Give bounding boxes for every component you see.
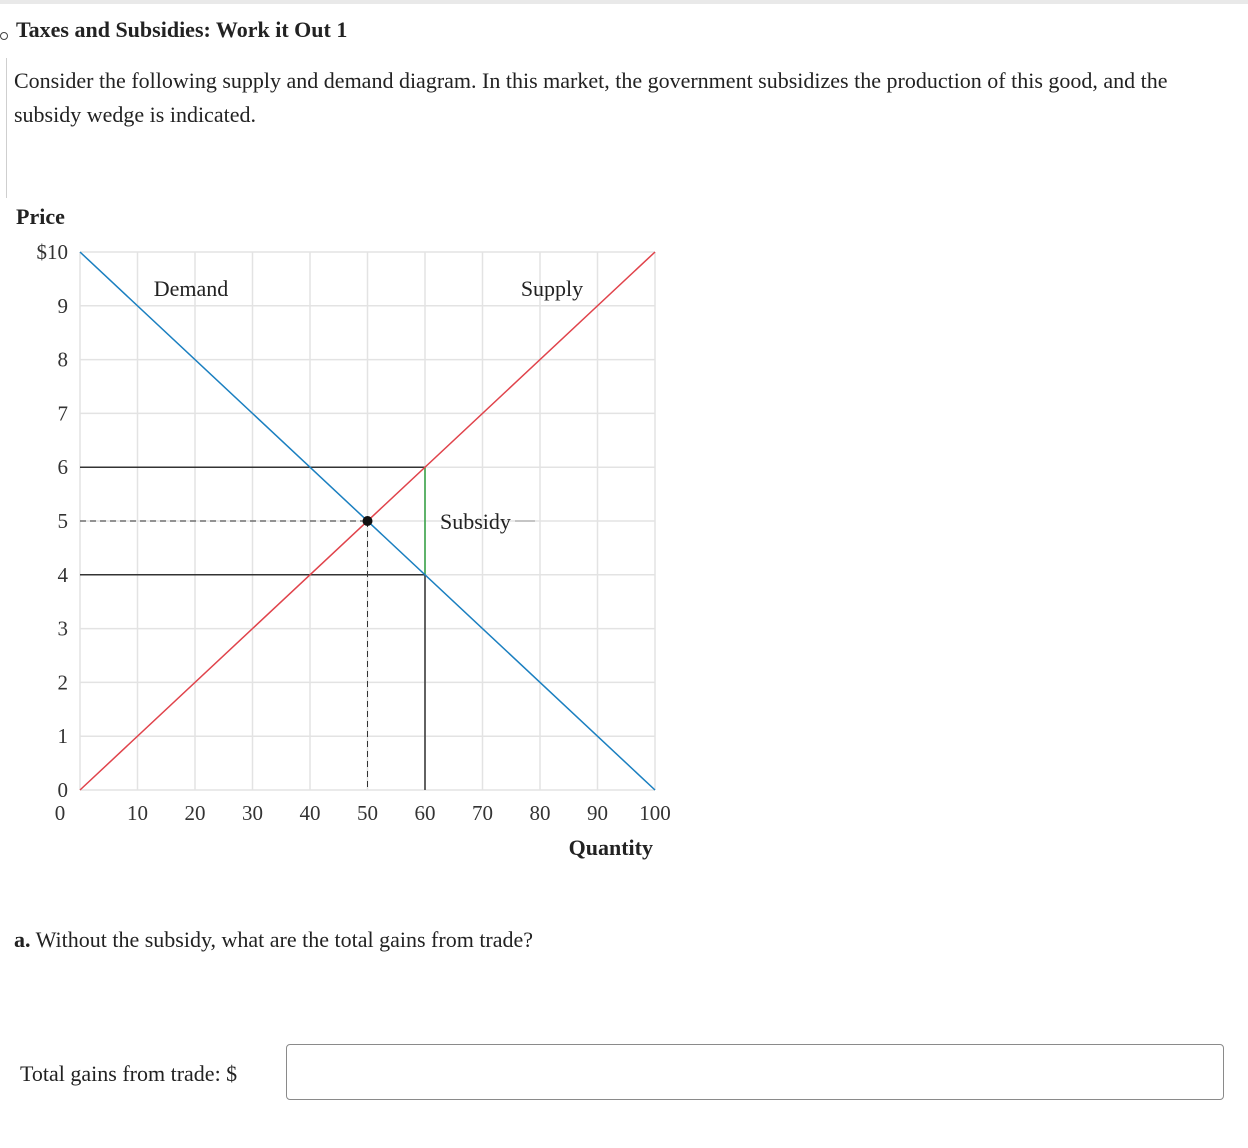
y-tick-label: 4: [57, 562, 68, 587]
equilibrium-point: [363, 516, 373, 526]
top-divider: [0, 0, 1248, 4]
answer-label: Total gains from trade: $: [20, 1061, 238, 1086]
question-label: a.: [14, 927, 31, 952]
y-tick-label: 7: [57, 401, 68, 426]
x-tick-label: 100: [639, 801, 671, 825]
y-tick-label: 5: [57, 509, 68, 533]
gains-from-trade-input[interactable]: [286, 1044, 1224, 1100]
x-axis-title: Quantity: [568, 835, 653, 860]
y-tick-label: 3: [57, 616, 68, 641]
y-tick-label: 6: [57, 455, 68, 480]
x-tick-label: 0: [54, 801, 66, 825]
y-tick-label: 0: [57, 778, 68, 802]
x-tick-label: 40: [299, 801, 321, 825]
problem-prompt: Consider the following supply and demand diagram. In this market, the government subsidizes the production of this good, and the subsidy wedge is indicated.: [14, 68, 1168, 127]
left-divider: [6, 58, 7, 198]
supply-label: Supply: [520, 276, 584, 301]
axis-ticks: [37, 240, 671, 825]
y-tick-label: 9: [57, 293, 68, 318]
y-tick-label: 2: [57, 670, 68, 695]
x-tick-label: 90: [587, 801, 608, 825]
page-title: Taxes and Subsidies: Work it Out 1: [16, 17, 348, 42]
y-axis-title: Price: [16, 204, 65, 229]
x-tick-label: 70: [472, 801, 493, 825]
x-tick-label: 30: [242, 801, 263, 825]
bullet-icon: [0, 32, 8, 40]
supply-demand-chart: [0, 190, 720, 870]
y-tick-label: $10: [36, 240, 68, 264]
y-tick-label: 1: [57, 724, 68, 749]
x-tick-label: 60: [414, 801, 436, 825]
x-tick-label: 10: [127, 801, 148, 825]
y-tick-label: 8: [57, 347, 68, 372]
demand-label: Demand: [153, 276, 229, 301]
question-text: Without the subsidy, what are the total gains from trade?: [35, 927, 534, 952]
subsidy-label: Subsidy: [440, 509, 511, 534]
x-tick-label: 50: [357, 801, 378, 825]
x-tick-label: 80: [529, 801, 551, 825]
x-tick-label: 20: [184, 801, 206, 825]
question-a: [14, 927, 533, 953]
